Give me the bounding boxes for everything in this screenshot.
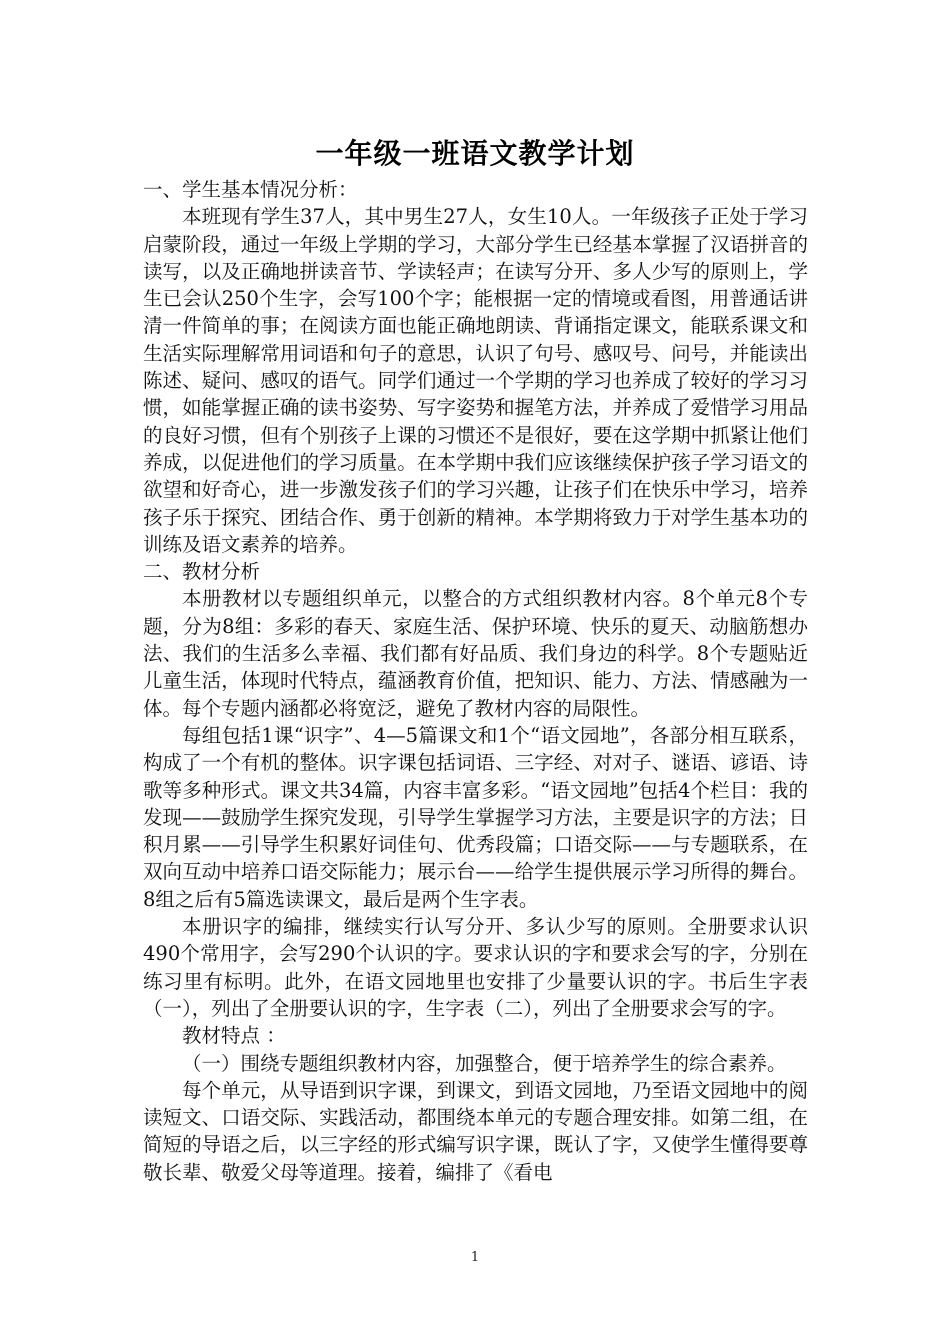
- section-heading-2: 二、教材分析: [143, 560, 261, 584]
- document-title: 一年级一班语文教学计划: [315, 137, 635, 170]
- paragraph-unit-example: 每个单元，从导语到识字课，到课文，到语文园地，乃至语文园地中的阅读短文、口语交际、实践活动，都围绕本单元的专题合理安排。如第二组，在简短的导语之后，以三字经的形式编写识字课，既认了字，又使学生懂得要尊敬长辈、敬爱父母等道理。接着，编排了《看电: [143, 1078, 808, 1184]
- page-number: 1: [470, 1250, 480, 1265]
- subheading-features: 教材特点 ：: [182, 1024, 286, 1048]
- section-heading-1: 一、学生基本情况分析：: [143, 178, 358, 201]
- paragraph-textbook-overview: 本册教材以专题组织单元，以整合的方式组织教材内容。8个单元8个专题，分为8组：多彩的春天、家庭生活、保护环境、快乐的夏天、动脑筋想办法、我们的生活多么幸福、我们都有好品质、我们身边的科学。8个专题贴近儿童生活，体现时代特点，蕴涵教育价值，把知识、能力、方法、情感融为一体。每个专题内涵都必将宽泛，避免了教材内容的局限性。: [143, 587, 808, 720]
- paragraph-feature-one: （一）围绕专题组织教材内容，加强整合，便于培养学生的综合素养。: [182, 1051, 787, 1075]
- paragraph-literacy-arrangement: 本册识字的编排，继续实行认写分开、多认少写的原则。全册要求认识490个常用字，会写290个认识的字。要求认识的字和要求会写的字，分别在练习里有标明。此外，在语文园地里也安排了少量要认识的字。书后生字表（一），列出了全册要认识的字，生字表（二），列出了全册要求会写的字。: [143, 915, 808, 1020]
- paragraph-student-analysis: 本班现有学生37人，其中男生27人，女生10人。一年级孩子正处于学习启蒙阶段，通过一年级上学期的学习，大部分学生已经基本掌握了汉语拼音的读写，以及正确地拼读音节、学读轻声；在读写分开、多人少写的原则上，学生已会认250个生字，会写100个字；能根据一定的情境或看图，用普通话讲清一件简单的事；在阅读方面也能正确地朗读、背诵指定课文，能联系课文和生活实际理解常用词语和句子的意思，认识了句号、感叹号、问号，并能读出陈述、疑问、感叹的语气。同学们通过一个学期的学习也养成了较好的学习习惯，如能掌握正确的读书姿势、写字姿势和握笔方法，并养成了爱惜学习用品的良好习惯，但有个别孩子上课的习惯还不是很好，要在这学期中抓紧让他们养成，以促进他们的学习质量。在本学期中我们应该继续保护孩子学习语文的欲望和好奇心，进一步激发孩子们的学习兴趣，让孩子们在快乐中学习，培养孩子乐于探究、团结合作、勇于创新的精神。本学期将致力于对学生基本功的训练及语文素养的培养。: [143, 205, 808, 556]
- document-body: [143, 176, 808, 1186]
- paragraph-unit-structure: 每组包括1课“识字”、4—5篇课文和1个“语文园地”，各部分相互联系，构成了一个有机的整体。识字课包括词语、三字经、对对子、谜语、谚语、诗歌等多种形式。课文共34篇，内容丰富多彩。“语文园地”包括4个栏目：我的发现——鼓励学生探究发现，引导学生掌握学习方法，主要是识字的方法；日积月累——引导学生积累好词佳句、优秀段篇；口语交际——与专题联系，在双向互动中培养口语交际能力；展示台——给学生提供展示学习所得的舞台。8组之后有5篇选读课文，最后是两个生字表。: [143, 723, 808, 911]
